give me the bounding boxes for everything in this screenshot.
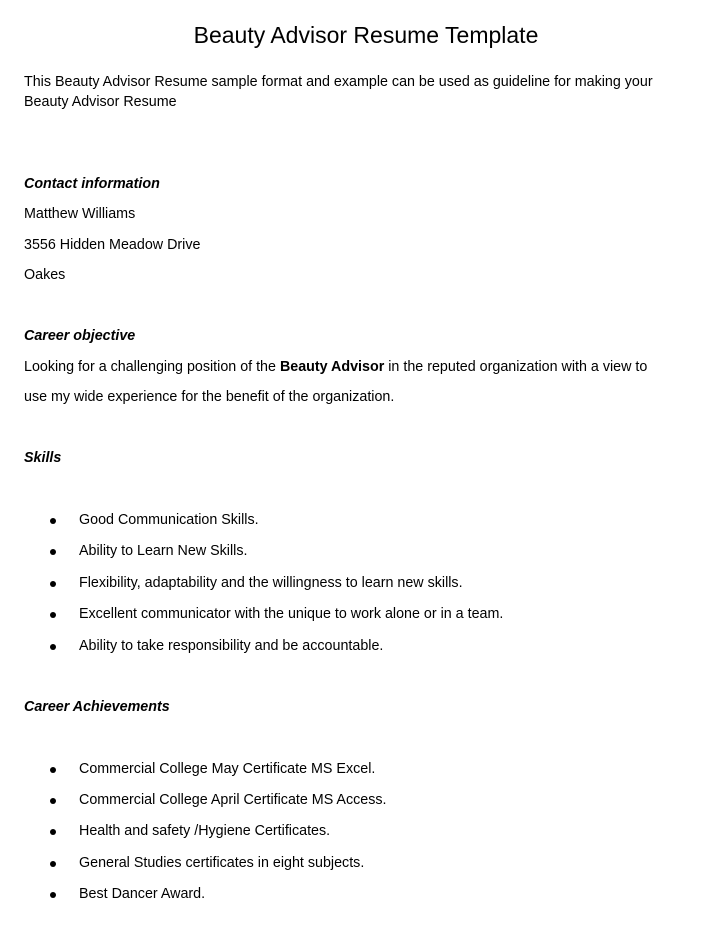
intro-line-2: Beauty Advisor Resume [24,94,177,110]
bullet-icon [50,767,56,773]
skill-item: Ability to Learn New Skills. [79,543,248,559]
contact-city: Oakes [24,267,66,283]
bullet-icon [50,518,56,524]
skill-item: Excellent communicator with the unique to work alone or in a team. [79,606,504,622]
bullet-icon [50,829,56,835]
bullet-icon [50,549,56,555]
objective-line-2: use my wide experience for the benefit of the organization. [24,389,395,405]
objective-text-post: in the reputed organization with a view to [384,359,648,375]
bullet-icon [50,861,56,867]
achievement-item: Commercial College May Certificate MS Excel. [79,761,376,777]
achievements-heading: Career Achievements [24,699,170,715]
bullet-icon [50,612,56,618]
contact-heading: Contact information [24,176,160,192]
objective-position-bold: Beauty Advisor [279,359,385,375]
intro-line-1: This Beauty Advisor Resume sample format and example can be used as guideline for making your [24,74,653,90]
bullet-icon [50,644,56,650]
bullet-icon [50,581,56,587]
skills-heading: Skills [24,450,62,466]
objective-text-pre: Looking for a challenging position of the [24,359,280,375]
objective-heading: Career objective [24,328,136,344]
achievement-item: Best Dancer Award. [79,886,206,902]
page-title: Beauty Advisor Resume Template [193,22,539,48]
contact-address: 3556 Hidden Meadow Drive [24,237,201,253]
bullet-icon [50,798,56,804]
objective-line-1 [24,359,647,375]
skill-item: Ability to take responsibility and be accountable. [79,638,384,654]
bullet-icon [50,892,56,898]
skill-item: Good Communication Skills. [79,512,259,528]
contact-name: Matthew Williams [24,206,136,222]
achievement-item: Health and safety /Hygiene Certificates. [79,823,331,839]
achievement-item: General Studies certificates in eight subjects. [79,855,365,871]
achievement-item: Commercial College April Certificate MS Access. [79,792,387,808]
skill-item: Flexibility, adaptability and the willingness to learn new skills. [79,575,463,591]
